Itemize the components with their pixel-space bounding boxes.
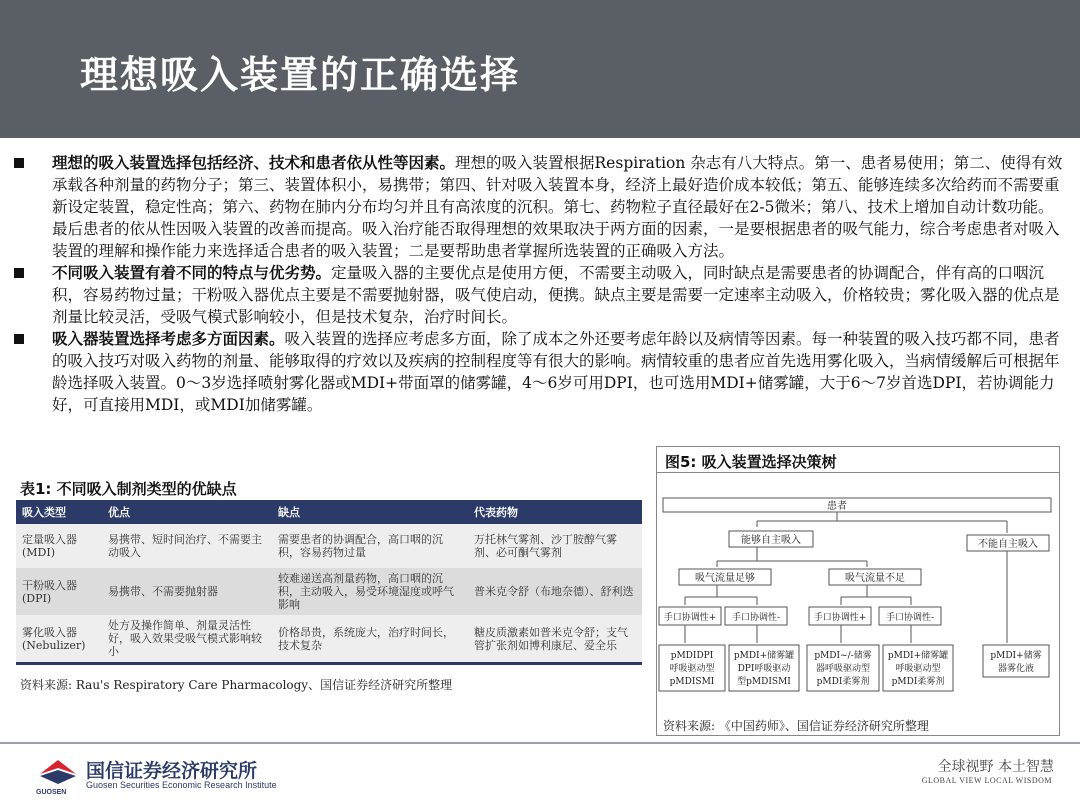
guosen-logo-icon: [36, 756, 80, 788]
coord-node: 手口协调性+: [813, 613, 867, 623]
page-title: 理想吸入装置的正确选择: [80, 53, 521, 97]
org-name-en: Guosen Securities Economic Research Institute: [86, 780, 277, 790]
table-cell: 易携带、不需要抛射器: [108, 585, 218, 598]
table-cell: 需要患者的协调配合，高口咽的沉积，容易药物过量: [278, 533, 443, 559]
leaf-line: 型pMDISMI: [737, 677, 791, 687]
leaf-line: 呼吸驱动型: [895, 664, 941, 674]
table-source-note: 资料来源: Rau's Respiratory Care Pharmacology、国信证券经济研究所整理: [20, 678, 453, 692]
flow-low-node: 吸气流量不足: [845, 573, 905, 584]
table-cell: 较难递送高剂量药物，高口咽的沉积，主动吸入，易受环境湿度或呼气影响: [278, 572, 454, 611]
table-cell: 普米克令舒（布地奈德）、舒利迭: [474, 585, 634, 598]
square-bullet-icon: [14, 158, 24, 168]
leaf-line: 器呼吸驱动型: [815, 664, 871, 674]
comparison-table: [16, 500, 642, 665]
bullet-text: 理想的吸入装置根据Respiration 杂志有八大特点。第一、患者易使用；第二、使得有效承载各种剂量的药物分子；第三、装置体积小，易携带；第四、针对吸入装置本身，经济上最好造价成本较低；第五、能够连续多次给药而不需要重新设定装置，稳定性高；第六、药物在肺内分布均匀并且有高浓度的沉积。第七、药物粒子直径最好在2-5微米；第八、技术上增加自动计数功能。最后患者的依从性因吸入装置的改善而提高。吸入治疗能否取得理想的效果取决于两方面的因素，一是要根据患者的吸气能力，综合考虑患者对吸入装置的理解和操作能力来选择适合患者的吸入装置；二是要帮助患者掌握所选装置的正确吸入方法。: [52, 154, 1063, 260]
self-node: 能够自主吸入: [741, 535, 801, 546]
table-cell: 定量吸入器(MDI): [22, 533, 77, 559]
table-cell: 易携带、短时间治疗、不需要主动吸入: [108, 533, 262, 559]
table-row: [16, 524, 642, 568]
root-node: 患者: [827, 501, 847, 512]
table-cell: 处方及操作简单、剂量灵活性好，吸入效果受吸气模式影响较小: [108, 619, 262, 658]
leaf-line: pMDI~/-储雾: [814, 651, 872, 661]
table-cell: 糖皮质激素如普米克令舒；支气管扩张剂如博利康尼、爱全乐: [474, 625, 628, 652]
coord-node: 手口协调性-: [885, 613, 935, 623]
table-cell: 万托林气雾剂、沙丁胺醇气雾剂、必可酮气雾剂: [474, 533, 617, 559]
bullet-text: 吸入装置的选择应考虑多方面，除了成本之外还要考虑年龄以及病情等因素。每一种装置的吸入技巧都不同，患者的吸入技巧对吸入药物的剂量、能够取得的疗效以及疾病的控制程度等有很大的影响。病情较重的患者应首先选用雾化吸入，当病情缓解后可根据年龄选择吸入装置。0～3岁选择喷射雾化器或MDI+带面罩的储雾罐，4～6岁可用DPI，也可选用MDI+储雾罐，大于6～7岁首选DPI，若协调能力好，可直接用MDI，或MDI加储雾罐。: [52, 330, 1060, 414]
slogan-cn: 全球视野 本土智慧: [937, 759, 1054, 775]
table-cell: 价格昂贵，系统庞大，治疗时间长，技术复杂: [278, 625, 454, 652]
square-bullet-icon: [14, 268, 24, 278]
footer-divider: [0, 742, 1080, 744]
header-bar: [0, 0, 1080, 138]
column-header: 代表药物: [474, 505, 518, 519]
table-row: [16, 615, 642, 662]
decision-tree-diagram: [657, 475, 1059, 715]
leaf-line: pMDIDPI: [670, 651, 714, 661]
column-header: 优点: [108, 505, 130, 519]
bullet-item-1: [14, 152, 1064, 262]
column-header: 吸入类型: [22, 505, 66, 519]
leaf-line: pMDISMI: [669, 677, 715, 687]
leaf-line: 呼吸驱动型: [669, 664, 715, 674]
leaf-line: pMDI+储雾罐: [733, 651, 795, 661]
leaf-line: DPI呼吸驱动: [737, 664, 791, 674]
coord-node: 手口协调性+: [663, 613, 717, 623]
bullet-item-2: [14, 262, 1064, 328]
table-cell: 干粉吸入器(DPI): [22, 578, 77, 605]
logo-wordmark: GUOSEN: [36, 789, 67, 796]
not-self-node: 不能自主吸入: [978, 539, 1038, 550]
figure-source-note: 资料来源: 《中国药师》、国信证券经济研究所整理: [663, 719, 929, 733]
bullet-list: [14, 152, 1064, 416]
leaf-line: pMDI+储雾罐: [887, 651, 949, 661]
table-header-row: [16, 500, 642, 524]
coord-node: 手口协调性-: [731, 613, 781, 623]
decision-tree-figure: [656, 446, 1060, 736]
bullet-lead: 理想的吸入装置选择包括经济、技术和患者依从性等因素。: [52, 153, 456, 172]
column-header: 缺点: [278, 505, 300, 519]
figure-title: 图5: 吸入装置选择决策树: [657, 447, 1059, 473]
bullet-lead: 吸入器装置选择考虑多方面因素。: [52, 329, 285, 348]
flow-ok-node: 吸气流量足够: [695, 573, 755, 584]
square-bullet-icon: [14, 334, 24, 344]
leaf-line: 器雾化液: [997, 664, 1035, 674]
leaf-line: pMDI柔雾剂: [816, 677, 870, 687]
leaf-line: pMDI+储雾: [990, 651, 1042, 661]
root-node-box: [663, 498, 1051, 512]
leaf-line: pMDI柔雾剂: [891, 677, 945, 687]
table-bottom-rule: [16, 662, 642, 665]
bullet-lead: 不同吸入装置有着不同的特点与优劣势。: [52, 263, 332, 282]
table-row: [16, 568, 642, 615]
bullet-text: 定量吸入器的主要优点是使用方便，不需要主动吸入，同时缺点是需要患者的协调配合，伴有高的口咽沉积，容易药物过量；干粉吸入器优点主要是不需要抛射器，吸气使启动，便携。缺点主要是需要一定速率主动吸入，价格较贵；雾化吸入器的优点是剂量比较灵活，受吸气模式影响较小，但是技术复杂，治疗时间长。: [52, 264, 1060, 326]
table-cell: 雾化吸入器(Nebulizer): [22, 625, 86, 652]
bullet-item-3: [14, 328, 1064, 416]
org-name-cn: 国信证券经济研究所: [86, 760, 258, 782]
table-title: 表1: 不同吸入制剂类型的优缺点: [20, 480, 237, 498]
slogan-en: GLOBAL VIEW LOCAL WISDOM: [921, 776, 1052, 785]
tree-nodes: [659, 498, 1051, 691]
